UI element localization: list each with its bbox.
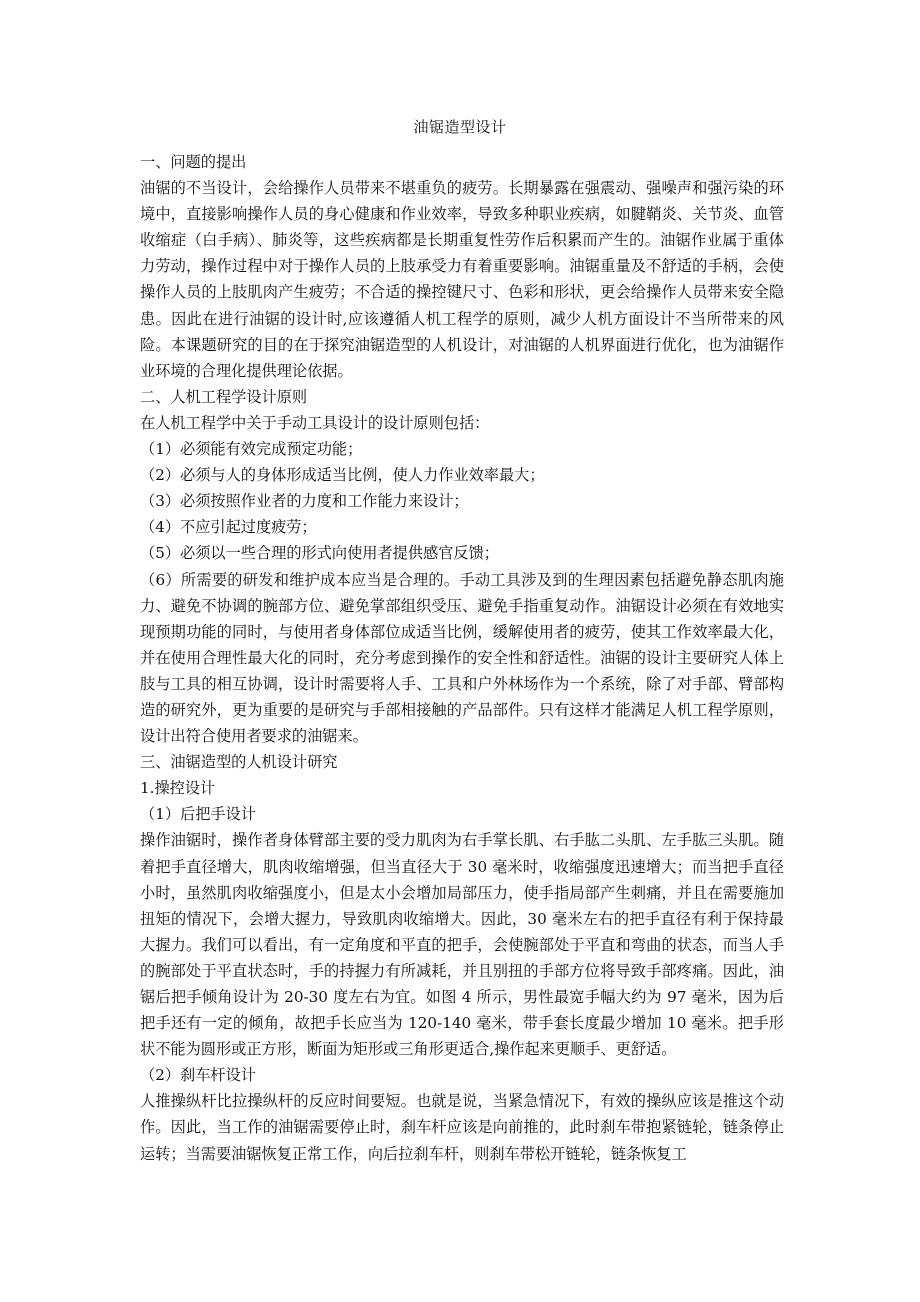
list-item: （2）必须与人的身体形成适当比例，使人力作业效率最大；	[140, 466, 545, 485]
body-paragraph: 人推操纵杆比拉操纵杆的反应时间要短。也就是说，当紧急情况下，有效的操纵应该是推这个动作。因此，当工作的油锯需要停止时，刹车杆应该是向前推的，此时刹车带抱紧链轮，链条停止运转；当需要油锯恢复正常工作，向后拉刹车杆，则刹车带松开链轮，链条恢复工	[140, 1092, 784, 1163]
body-paragraph: 在人机工程学中关于手动工具设计的设计原则包括：	[140, 413, 490, 432]
document-title: 油锯造型设计	[413, 118, 507, 136]
list-item: （1）必须能有效完成预定功能；	[140, 440, 363, 459]
document-body	[140, 149, 784, 1167]
list-item: （6）所需要的研发和维护成本应当是合理的。手动工具涉及到的生理因素包括避免静态肌肉施力、避免不协调的腕部方位、避免掌部组织受压、避免手指重复动作。油锯设计必须在有效地实现预期功能的同时，与使用者身体部位成适当比例，缓解使用者的疲劳，使其工作效率最大化，并在使用合理性最大化的同时，充分考虑到操作的安全性和舒适性。油锯的设计主要研究人体上肢与工具的相互协调，设计时需要将人手、工具和户外林场作为一个系统，除了对手部、臂部构造的研究外，更为重要的是研究与手部相接触的产品部件。只有这样才能满足人机工程学原则，设计出符合使用者要求的油锯来。	[140, 570, 784, 746]
subsection-heading: 1.操控设计	[140, 779, 216, 798]
sub-subsection-heading: （1）后把手设计	[140, 805, 256, 824]
section-heading-3: 三、油锯造型的人机设计研究	[140, 753, 338, 772]
section-heading-1: 一、问题的提出	[140, 153, 247, 171]
sub-subsection-heading: （2）刹车杆设计	[140, 1066, 256, 1085]
body-paragraph: 油锯的不当设计，会给操作人员带来不堪重负的疲劳。长期暴露在强震动、强噪声和强污染的环境中，直接影响操作人员的身心健康和作业效率，导致多种职业疾病，如腱鞘炎、关节炎、血管收缩症（白手病）、肺炎等，这些疾病都是长期重复性劳作后积累而产生的。油锯作业属于重体力劳动，操作过程中对于操作人员的上肢承受力有着重要影响。油锯重量及不舒适的手柄，会使操作人员的上肢肌肉产生疲劳；不合适的操控键尺寸、色彩和形状，更会给操作人员带来安全隐患。因此在进行油锯的设计时,应该遵循人机工程学的原则，减少人机方面设计不当所带来的风险。本课题研究的目的在于探究油锯造型的人机设计，对油锯的人机界面进行优化，也为油锯作业环境的合理化提供理论依据。	[140, 179, 784, 380]
list-item: （5）必须以一些合理的形式向使用者提供感官反馈；	[140, 544, 499, 563]
list-item: （4）不应引起过度疲劳；	[140, 518, 317, 537]
list-item: （3）必须按照作业者的力度和工作能力来设计；	[140, 492, 469, 511]
body-paragraph: 操作油锯时，操作者身体臂部主要的受力肌肉为右手掌长肌、右手肱二头肌、左手肱三头肌。随着把手直径增大，肌肉收缩增强，但当直径大于 30 毫米时，收缩强度迅速增大；而当把手直径小时，虽然肌肉收缩强度小，但是太小会增加局部压力，使手指局部产生刺痛，并且在需要施加扭矩的情况下，会增大握力，导致肌肉收缩增大。因此，30 毫米左右的把手直径有利于保持最大握力。我们可以看出，有一定角度和平直的把手，会使腕部处于平直和弯曲的状态，而当人手的腕部处于平直状态时，手的持握力有所减耗，并且别扭的手部方位将导致手部疼痛。因此，油锯后把手倾角设计为 20-30 度左右为宜。如图 4 所示，男性最宽手幅大约为 97 毫米，因为后把手还有一定的倾角，故把手长应当为 120-140 毫米，带手套长度最少增加 10 毫米。把手形状不能为圆形或正方形，断面为矩形或三角形更适合,操作起来更顺手、更舒适。	[140, 831, 784, 1059]
section-heading-2: 二、人机工程学设计原则	[140, 387, 308, 406]
